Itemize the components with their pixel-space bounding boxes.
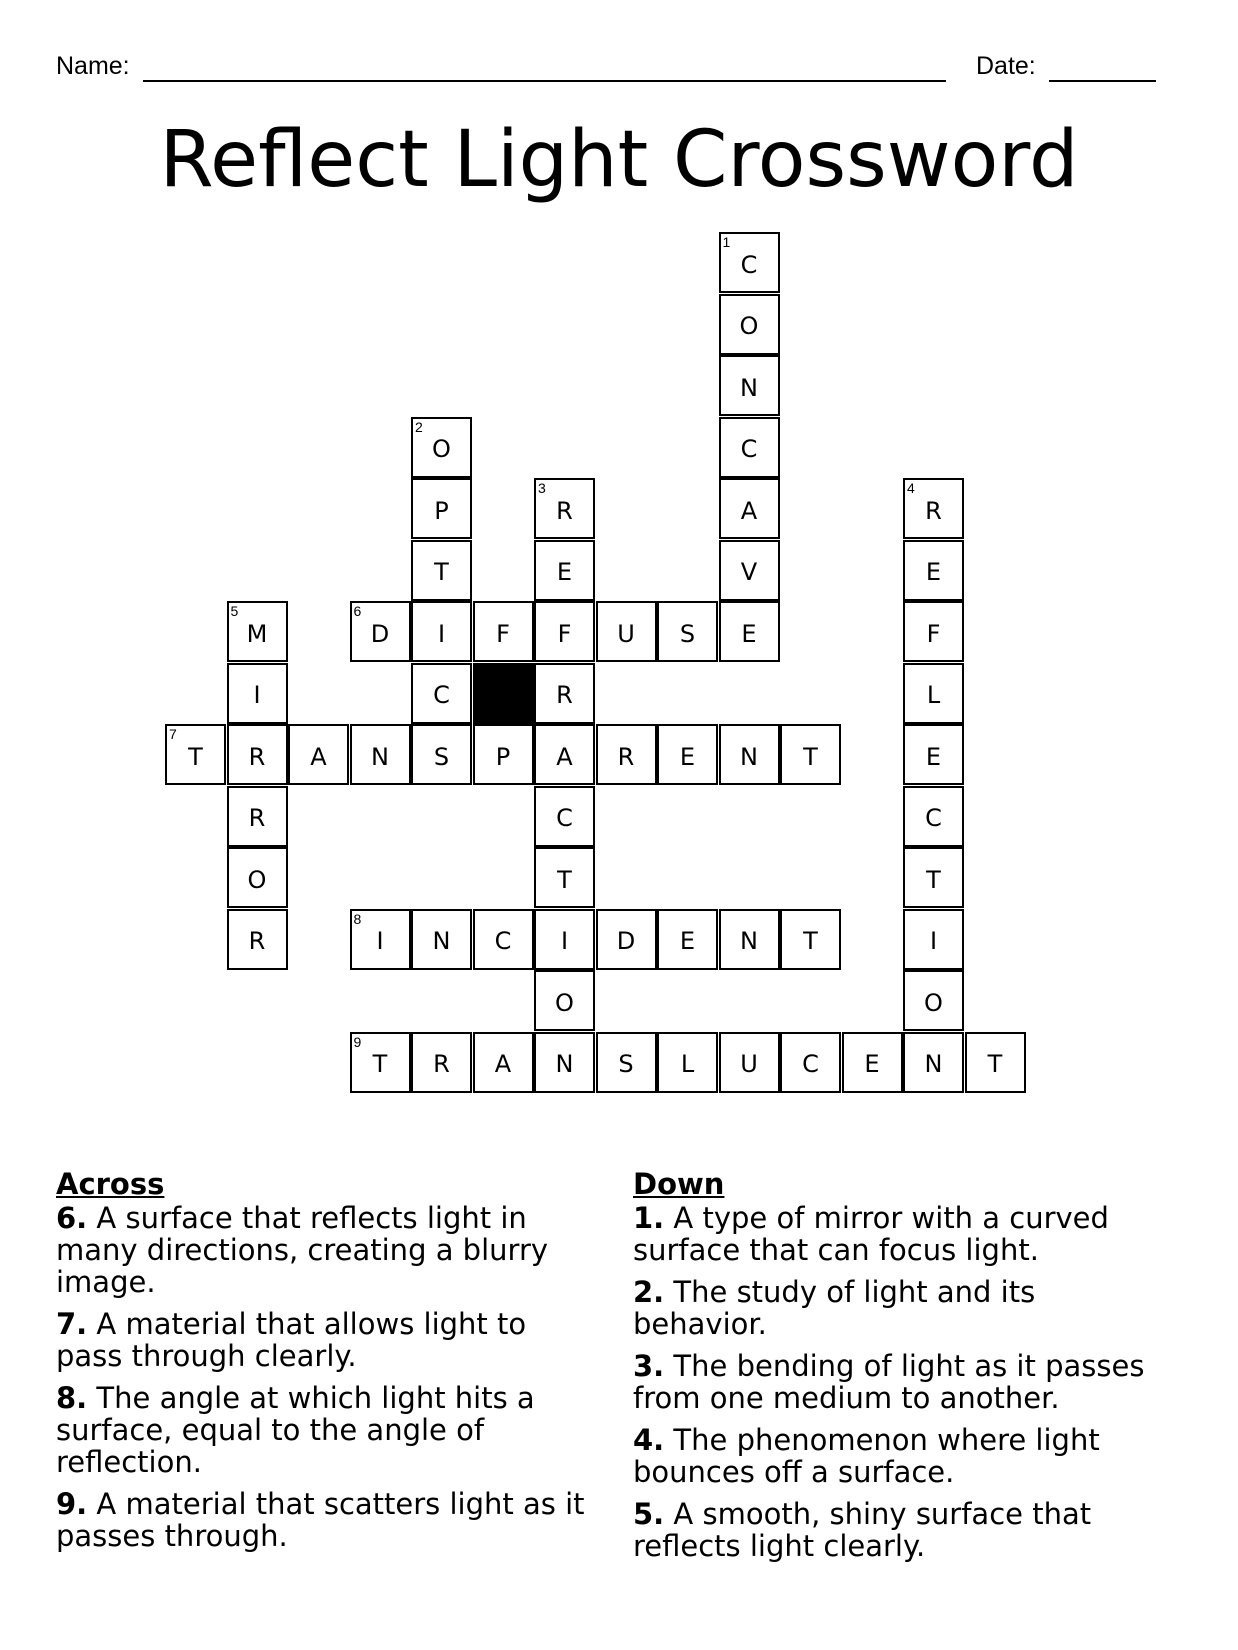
crossword-cell[interactable] [534,909,595,970]
crossword-cell[interactable] [719,1032,780,1093]
crossword-cell[interactable] [411,724,472,785]
cell-letter: N [555,1050,574,1078]
crossword-cell[interactable] [719,724,780,785]
clue-number: 3. [633,1349,665,1383]
cell-letter: T [803,927,818,955]
cell-letter: R [248,742,266,771]
crossword-cell[interactable] [596,724,657,785]
clue-number: 4. [633,1423,665,1457]
cell-letter: C [925,804,942,832]
down-clue [633,1424,1173,1488]
crossword-cell[interactable] [227,663,288,724]
cell-letter: A [494,1050,512,1078]
crossword-cell[interactable] [534,1032,595,1093]
crossword-cell[interactable] [965,1032,1026,1093]
clue-text: A smooth, shiny surface that reflects light clearly. [633,1497,1092,1563]
crossword-cell[interactable] [473,724,534,785]
down-clue-list [633,1202,1173,1562]
crossword-cell[interactable] [227,724,288,785]
crossword-cell[interactable] [411,540,472,601]
cell-letter: I [253,681,261,709]
cell-letter: A [740,496,758,525]
down-clue [633,1498,1173,1562]
crossword-cell[interactable] [719,478,780,539]
cell-letter: R [248,804,266,832]
cell-letter: P [434,496,449,525]
crossword-cell[interactable] [719,417,780,478]
across-clue [56,1488,596,1552]
cell-letter: O [924,988,943,1017]
crossword-cell[interactable] [534,663,595,724]
cell-letter: N [371,742,389,771]
crossword-cell[interactable] [903,786,964,847]
crossword-cell[interactable] [780,724,841,785]
cell-letter: E [679,927,696,955]
cell-letter: T [987,1050,1003,1078]
crossword-cell[interactable] [534,478,595,539]
crossword-cell[interactable] [903,601,964,662]
crossword-cell[interactable] [411,663,472,724]
cell-letter: D [616,927,636,955]
crossword-cell[interactable] [903,1032,964,1093]
cell-letter: V [740,558,758,586]
cell-letter: I [560,927,569,955]
crossword-cell[interactable] [719,909,780,970]
cell-letter: N [924,1050,943,1078]
cell-letter: N [740,742,758,771]
clue-text: A type of mirror with a curved surface that can focus light. [633,1201,1109,1267]
black-cell [473,663,534,724]
crossword-cell[interactable] [534,847,595,908]
crossword-cell[interactable] [903,847,964,908]
crossword-cell[interactable] [227,909,288,970]
crossword-cell[interactable] [350,724,411,785]
crossword-cell[interactable] [596,1032,657,1093]
crossword-cell[interactable] [657,601,718,662]
cell-letter: N [432,927,451,955]
cell-letter: R [925,496,942,525]
crossword-cell[interactable] [719,294,780,355]
crossword-cell[interactable] [473,909,534,970]
cell-letter: E [925,558,942,586]
cell-letter: C [740,435,758,463]
clue-number: 7. [56,1307,88,1341]
cell-letter: T [372,1050,388,1078]
crossword-cell[interactable] [534,540,595,601]
clue-text: The bending of light as it passes from one medium to another. [633,1349,1145,1415]
cell-letter: M [246,619,268,648]
cell-letter: F [557,619,572,648]
crossword-cell[interactable] [350,1032,411,1093]
crossword-cell[interactable] [842,1032,903,1093]
across-clues [56,1168,596,1562]
page-title: Reflect Light Crossword [159,115,1079,205]
cell-letter: O [432,435,451,463]
crossword-cell[interactable] [473,1032,534,1093]
cell-letter: I [437,619,446,648]
cell-letter: E [925,742,942,771]
clue-number: 5 [230,603,239,619]
cell-letter: U [617,619,635,648]
date-label: Date: [976,52,1036,80]
clue-number: 7 [169,726,177,742]
clue-number: 3 [538,480,546,496]
down-clues [633,1168,1173,1572]
crossword-cell[interactable] [719,601,780,662]
crossword-cell[interactable] [719,232,780,293]
clue-text: A material that scatters light as it passes through. [56,1487,585,1553]
cell-letter: S [618,1050,634,1078]
clue-number: 5. [633,1497,665,1531]
crossword-cell[interactable] [534,786,595,847]
crossword-cell[interactable] [288,724,349,785]
cell-letter: I [929,927,938,955]
cell-letter: R [248,927,266,955]
cell-letter: C [802,1050,819,1078]
cell-letter: R [433,1050,450,1078]
crossword-cell[interactable] [903,909,964,970]
across-clue-list [56,1202,596,1552]
crossword-cell[interactable] [411,417,472,478]
cell-letter: C [433,681,450,709]
cell-letter: N [740,373,758,402]
cell-letter: R [556,496,573,525]
crossword-cell[interactable] [411,478,472,539]
cell-letter: R [556,681,573,709]
down-clue [633,1276,1173,1340]
crossword-cell[interactable] [165,724,226,785]
crossword-cell[interactable] [657,724,718,785]
cell-letter: A [556,742,573,771]
crossword-cell[interactable] [227,847,288,908]
name-label: Name: [56,52,130,80]
cell-letter: T [557,865,572,894]
cell-letter: F [496,619,510,648]
crossword-cell[interactable] [411,1032,472,1093]
crossword-cell[interactable] [227,601,288,662]
clue-number: 8. [56,1381,88,1415]
clue-number: 6. [56,1201,88,1235]
cell-letter: E [556,558,573,586]
clue-text: A surface that reflects light in many directions, creating a blurry image. [56,1201,549,1299]
crossword-cell[interactable] [350,909,411,970]
across-clue [56,1308,596,1372]
clue-number: 1 [722,234,731,250]
cell-letter: A [310,742,327,771]
cell-letter: I [376,927,384,955]
crossword-cell[interactable] [350,601,411,662]
crossword-cell[interactable] [903,970,964,1031]
crossword-cell[interactable] [903,663,964,724]
cell-letter: L [926,681,941,709]
crossword-cell[interactable] [534,970,595,1031]
clue-text: A material that allows light to pass through clearly. [56,1307,527,1373]
cell-letter: T [926,865,941,894]
down-clue [633,1350,1173,1414]
crossword-cell[interactable] [534,601,595,662]
cell-letter: C [740,250,758,279]
crossword-cell[interactable] [657,1032,718,1093]
clue-number: 2 [415,418,423,435]
clue-text: The angle at which light hits a surface, equal to the angle of reflection. [56,1381,535,1479]
down-heading: Down [633,1167,725,1201]
cell-letter: E [864,1050,880,1078]
clue-number: 6 [353,603,362,619]
across-clue [56,1202,596,1298]
cell-letter: E [679,742,696,771]
clue-number: 9 [353,1033,362,1050]
cell-letter: C [556,804,573,832]
cell-letter: R [617,742,635,771]
cell-letter: N [740,927,758,955]
crossword-cell[interactable] [903,540,964,601]
crossword-cell[interactable] [780,1032,841,1093]
cell-letter: T [188,742,203,771]
cell-letter: E [741,619,757,648]
cell-letter: O [247,865,267,894]
cell-letter: T [803,742,818,771]
crossword-cell[interactable] [719,355,780,416]
cell-letter: L [680,1050,695,1078]
across-heading: Across [56,1167,165,1201]
cell-letter: O [739,312,759,340]
crossword-cell[interactable] [903,724,964,785]
crossword-cell[interactable] [411,909,472,970]
cell-letter: C [494,927,512,955]
crossword-cell[interactable] [227,786,288,847]
cell-letter: D [370,619,390,648]
crossword-cell[interactable] [657,909,718,970]
cell-letter: P [495,742,511,771]
crossword-cell[interactable] [719,540,780,601]
clue-text: The study of light and its behavior. [633,1275,1036,1341]
clue-text: The phenomenon where light bounces off a surface. [633,1423,1100,1489]
clue-number: 2. [633,1275,665,1309]
clue-number: 1. [633,1201,665,1235]
cell-letter: F [926,619,941,648]
down-clue [633,1202,1173,1266]
crossword-cell[interactable] [780,909,841,970]
cell-letter: U [740,1050,758,1078]
crossword-cell[interactable] [903,478,964,539]
clue-number: 8 [353,910,362,927]
crossword-cell[interactable] [534,724,595,785]
crossword-cell[interactable] [596,909,657,970]
clue-number: 4 [907,480,915,496]
cell-letter: S [433,742,450,771]
crossword-cell[interactable] [596,601,657,662]
cell-letter: T [434,558,449,586]
crossword-cell[interactable] [411,601,472,662]
cell-letter: S [679,619,696,648]
cell-letter: O [555,988,574,1017]
crossword-cell[interactable] [473,601,534,662]
clue-number: 9. [56,1487,88,1521]
across-clue [56,1382,596,1478]
